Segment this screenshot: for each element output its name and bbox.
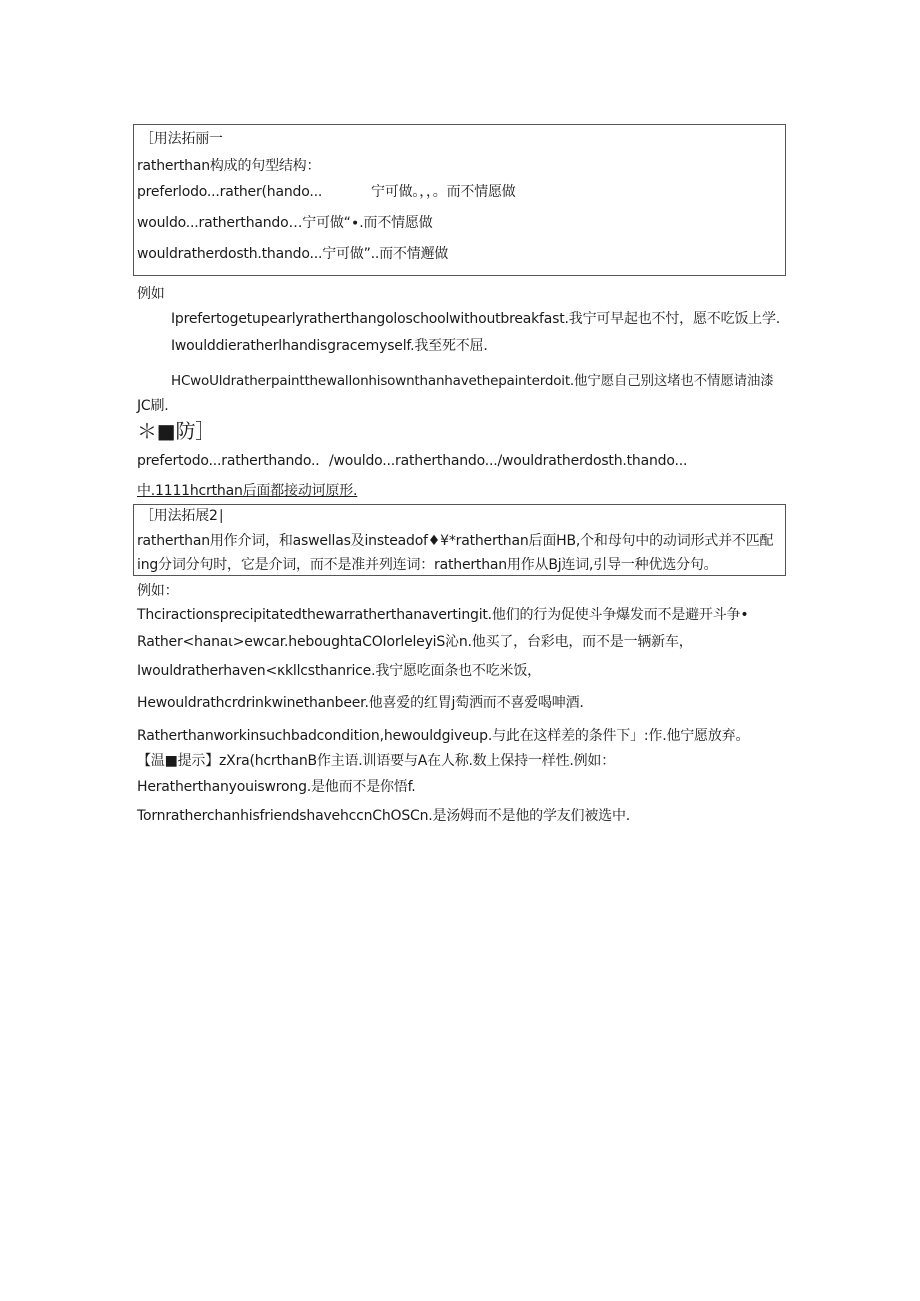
tip-line: 【温■提示】zXra(hcrthanB作主语.训语要与A在人称.数上保持一样性.例如：	[137, 753, 616, 769]
usage-box-1-row2: wouldo...ratherthando…宁可做“∙.而不情愿做	[137, 215, 433, 231]
usage-box-1-row1-en: preferlodo...rather(hando...	[137, 184, 323, 200]
example-sentence-continued: JC刷.	[137, 398, 169, 414]
example-sentence: HCwoUldratherpaintthewallonhisownthanhavethepainterdoit.他宁愿自己别这堵也不情愿请油漆	[171, 373, 774, 389]
bare-infinitive-note: 中.1111hcrthan后面都接动诃原形.	[137, 483, 358, 499]
example-sentence: Hewouldrathcrdrinkwinethanbeer.他喜爱的红胃j萄洒而不喜爱喝呻酒.	[137, 695, 584, 711]
example-sentence: Iwouldratherhaven<κkllcsthanrice.我宁愿吃面条也不吃米饭，	[137, 663, 541, 679]
example-sentence: Iwoulddieratherlhandisgracemyself.我至死不屈.	[171, 338, 488, 354]
example-label-2: 例如：	[137, 583, 179, 599]
usage-box-1-row3: wouldratherdosth.thando...宁可做”..而不情邂做	[137, 246, 449, 262]
example-sentence: Iprefertogetupearlyratherthangoloschoolwithoutbreakfast.我宁可早起也不忖，愿不吃饭上学.	[171, 311, 781, 327]
tip-example: TornratherchanhisfriendshavehccnChOSCn.是汤姆而不是他的学友们被选中.	[137, 808, 630, 824]
usage-box-1-title: ［用法拓丽一	[140, 131, 223, 147]
tip-example: Heratherthanyouiswrong.是他而不是你悟f.	[137, 779, 416, 795]
usage-box-2-title: ［用法拓展2∣	[140, 508, 225, 524]
example-sentence: Rather<hanaι>ewcar.heboughtaCOIorleleyiS沁n.他买了，台彩电，而不是一辆新车，	[137, 634, 693, 650]
section-heading: ＊■防］	[137, 419, 216, 443]
example-label-1: 例如	[137, 286, 165, 302]
example-sentence: Ratherthanworkinsuchbadcondition,hewouldgiveup.与此在这样差的条件下」:作.他宁愿放弃。	[137, 728, 750, 744]
usage-box-2-line: ing分词分句时，它是介词，而不是准并列连词：ratherthan用作从Bj连词,引导一种优选分句。	[137, 557, 718, 573]
example-sentence: Thciractionsprecipitatedthewarratherthanavertingit.他们的行为促使斗争爆发而不是避开斗争•	[137, 607, 749, 623]
usage-box-1-intro: ratherthan构成的句型结构：	[137, 158, 321, 174]
forms-summary: prefertodo...ratherthando.．/wouldo...ratherthando.../wouldratherdosth.thando...	[137, 453, 688, 469]
usage-box-2-line: ratherthan用作介词，和aswellas及insteadof♦¥*ratherthan后面HB,个和母句中的动词形式并不匹配	[137, 533, 774, 549]
usage-box-1-row1-zh: 宁可做。，，。而不情愿做	[371, 184, 516, 200]
